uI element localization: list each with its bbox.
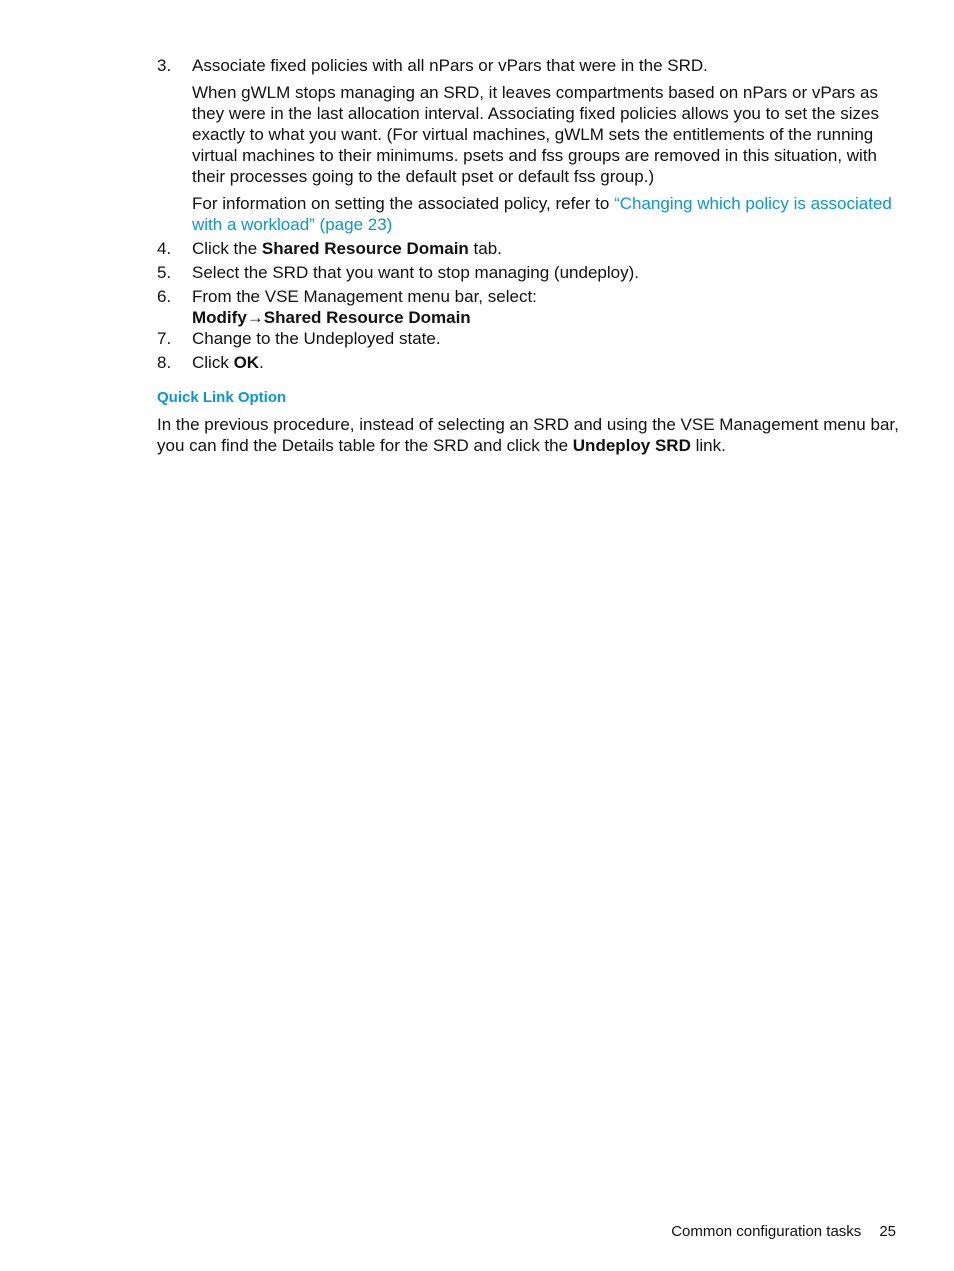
step-text-pre: Click the bbox=[192, 239, 262, 258]
paragraph-text-post: link. bbox=[690, 436, 726, 455]
step-text bbox=[192, 352, 899, 373]
menu-arrow-icon: → bbox=[246, 308, 264, 327]
footer-section-title: Common configuration tasks bbox=[671, 1223, 862, 1240]
step-text-post: tab. bbox=[468, 239, 502, 258]
ui-term: Undeploy SRD bbox=[572, 436, 691, 455]
step-number: 6. bbox=[157, 287, 172, 306]
step-reference bbox=[192, 193, 899, 235]
page-number: 25 bbox=[879, 1223, 896, 1240]
step-detail: When gWLM stops managing an SRD, it leaves compartments based on nPars or vPars as they were in the last allocation interval. Associating fixed policies allows you to set the sizes exactly to what you want. (For virtual machines, gWLM sets the entitlements of the running virtual machines to their minimums. psets and fss groups are removed in this situation, with their processes going to the default pset or default fss group.) bbox=[192, 83, 879, 186]
section-heading: Quick Link Option bbox=[157, 389, 287, 406]
step-text: Select the SRD that you want to stop managing (undeploy). bbox=[192, 263, 639, 282]
step-text: Associate fixed policies with all nPars or vPars that were in the SRD. bbox=[192, 56, 708, 75]
menu-item-modify: Modify bbox=[192, 308, 247, 327]
step-6 bbox=[157, 286, 899, 328]
step-number: 3. bbox=[157, 56, 172, 75]
step-5 bbox=[157, 262, 899, 283]
step-text: Change to the Undeployed state. bbox=[192, 329, 441, 348]
page-footer bbox=[671, 1222, 896, 1242]
ui-term: OK bbox=[233, 353, 260, 372]
step-7 bbox=[157, 328, 899, 349]
step-number: 4. bbox=[157, 239, 172, 258]
quick-link-paragraph bbox=[157, 414, 899, 456]
step-text: From the VSE Management menu bar, select: bbox=[192, 287, 537, 306]
policy-cross-reference-link[interactable]: “Changing which policy is associated with a workload” (page 23) bbox=[192, 194, 892, 234]
menu-item-shared-resource-domain: Shared Resource Domain bbox=[263, 308, 471, 327]
menu-path bbox=[192, 307, 899, 328]
paragraph-text: In the previous procedure, instead of selecting an SRD and using the VSE Management menu bar, you can find the Details table for the SRD and click the bbox=[157, 415, 899, 455]
step-8 bbox=[157, 352, 899, 373]
step-3 bbox=[157, 55, 899, 235]
step-number: 5. bbox=[157, 263, 172, 282]
reference-prefix: For information on setting the associated policy, refer to bbox=[192, 194, 615, 213]
step-number: 7. bbox=[157, 329, 172, 348]
page-content bbox=[157, 55, 899, 456]
step-number: 8. bbox=[157, 353, 172, 372]
step-text-pre: Click bbox=[192, 353, 234, 372]
ui-term: Shared Resource Domain bbox=[261, 239, 469, 258]
step-4 bbox=[157, 238, 899, 259]
step-text-post: . bbox=[259, 353, 264, 372]
step-text bbox=[192, 238, 899, 259]
